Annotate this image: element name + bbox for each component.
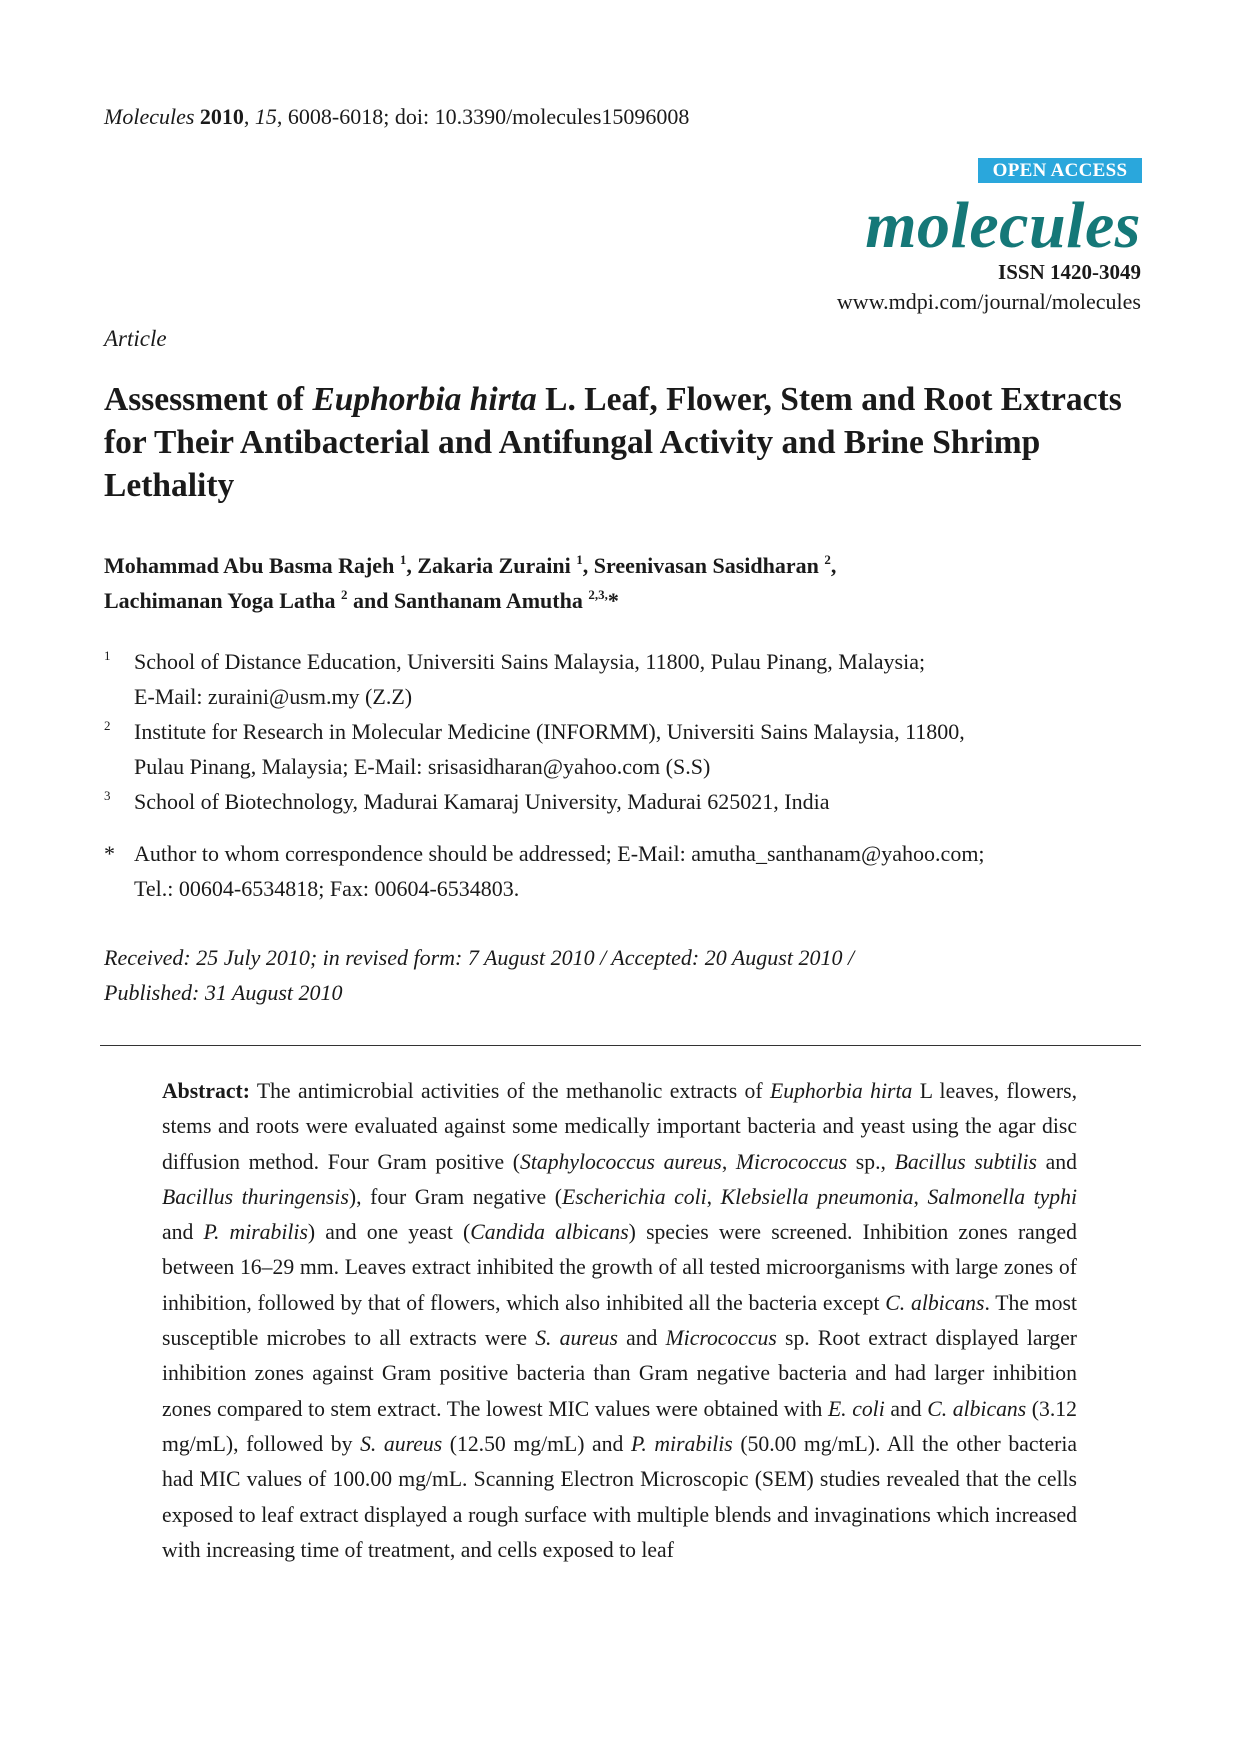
author: Lachimanan Yoga Latha $^2$ and bbox=[104, 587, 394, 613]
open-access-badge: OPEN ACCESS bbox=[978, 158, 1142, 183]
abstract-text: and bbox=[884, 1396, 928, 1421]
citation-rest: , 6008-6018; doi: 10.3390/molecules15096008 bbox=[276, 104, 690, 129]
abstract-text: , bbox=[721, 1149, 736, 1174]
affiliation-text: School of Biotechnology, Madurai Kamaraj University, Madurai 625021, India bbox=[134, 789, 830, 814]
abstract-text: . The most susceptible microbes to all extracts were bbox=[162, 1290, 1077, 1351]
author-list bbox=[104, 548, 1144, 618]
author: Zakaria Zuraini $^1$, bbox=[417, 552, 594, 578]
author: Santhanam Amutha $^{2,3,}$* bbox=[393, 587, 619, 613]
abstract-species: Bacillus thuringensis bbox=[162, 1184, 349, 1209]
abstract bbox=[162, 1074, 1077, 1568]
affiliation-email: Pulau Pinang, Malaysia; E-Mail: srisasidharan@yahoo.com (S.S) bbox=[134, 754, 711, 779]
journal-name: Molecules bbox=[104, 104, 195, 129]
affiliation-text: Institute for Research in Molecular Medicine (INFORMM), Universiti Sains Malaysia, 11800, bbox=[134, 719, 965, 744]
correspondence-line2: Tel.: 00604-6534818; Fax: 00604-6534803. bbox=[134, 876, 520, 901]
abstract-text: (12.50 mg/mL) and bbox=[442, 1431, 631, 1456]
correspondence-line1: Author to whom correspondence should be addressed; E-Mail: amutha_santhanam@yahoo.com; bbox=[134, 841, 985, 866]
abstract-text: and bbox=[617, 1326, 666, 1351]
issn: ISSN 1420-3049 bbox=[998, 260, 1141, 284]
affiliation-item bbox=[104, 644, 1144, 714]
affiliation-list bbox=[104, 644, 1144, 906]
abstract-species: P. mirabilis bbox=[630, 1431, 733, 1456]
abstract-species: C. albicans bbox=[927, 1396, 1027, 1421]
dates-line1: Received: 25 July 2010; in revised form: 7 August 2010 / Accepted: 20 August 2010 / bbox=[104, 945, 855, 970]
abstract-text: , bbox=[913, 1184, 928, 1209]
journal-url[interactable]: www.mdpi.com/journal/molecules bbox=[836, 289, 1141, 314]
correspondence-note bbox=[104, 836, 1144, 906]
abstract-species: Micrococcus bbox=[735, 1149, 848, 1174]
title-part2: L. Leaf, Flower, Stem and Root Extracts for Their Antibacterial and Antifungal Activity and Brine Shrimp Lethality bbox=[104, 381, 1122, 504]
abstract-species: Candida albicans bbox=[470, 1220, 629, 1245]
abstract-text: and bbox=[1037, 1149, 1077, 1174]
affiliation-item bbox=[104, 784, 1144, 819]
abstract-text: , bbox=[706, 1184, 721, 1209]
abstract-text: (3.12 mg/mL), followed by bbox=[162, 1396, 1077, 1456]
abstract-species: E. coli bbox=[827, 1396, 885, 1421]
abstract-species: C. albicans bbox=[885, 1290, 985, 1315]
article-type: Article bbox=[104, 326, 167, 351]
affiliation-text: School of Distance Education, Universiti Sains Malaysia, 11800, Pulau Pinang, Malaysia; bbox=[134, 649, 926, 674]
abstract-species: P. mirabilis bbox=[203, 1220, 308, 1245]
abstract-species: Klebsiella pneumonia bbox=[720, 1184, 914, 1209]
citation-volume: 15 bbox=[254, 104, 277, 129]
abstract-species: Escherichia coli bbox=[561, 1184, 707, 1209]
title-part1: Assessment of bbox=[104, 381, 313, 418]
affiliation-item bbox=[104, 714, 1144, 784]
abstract-species: Salmonella typhi bbox=[927, 1184, 1078, 1209]
abstract-species: S. aureus bbox=[360, 1431, 443, 1456]
title-species: Euphorbia hirta bbox=[312, 381, 537, 418]
abstract-text: sp., bbox=[847, 1149, 895, 1174]
affiliation-email: E-Mail: zuraini@usm.my (Z.Z) bbox=[134, 684, 413, 709]
abstract-body bbox=[162, 1079, 1077, 1562]
abstract-species: Staphylococcus aureus bbox=[520, 1149, 722, 1174]
section-divider bbox=[100, 1045, 1141, 1046]
abstract-text: (50.00 mg/mL). All the other bacteria had MIC values of 100.00 mg/mL. Scanning Electron Microscopic (SEM) studies revealed that the cells exposed to leaf extract displayed a rough surface with multiple blends and invaginations which increased with increasing time of treatment, and cells exposed to leaf bbox=[162, 1431, 1077, 1562]
abstract-species: Euphorbia hirta bbox=[770, 1079, 913, 1103]
paper-title bbox=[104, 378, 1149, 507]
abstract-species: Micrococcus bbox=[665, 1326, 777, 1351]
abstract-text: sp. Root extract displayed larger inhibition zones against Gram positive bacteria than Gram negative bacteria and had larger inhibition zones compared to stem extract. The lowest MIC values were obtained with bbox=[162, 1326, 1077, 1421]
abstract-text: L leaves, flowers, stems and roots were evaluated against some medically important bacteria and yeast using the agar disc diffusion method. Four Gram positive ( bbox=[162, 1079, 1077, 1174]
author: Mohammad Abu Basma Rajeh $^1$, bbox=[104, 552, 418, 578]
abstract-species: S. aureus bbox=[535, 1326, 618, 1351]
abstract-text: ) and one yeast ( bbox=[307, 1220, 471, 1245]
dates-line2: Published: 31 August 2010 bbox=[104, 980, 343, 1005]
affiliation-number: 1 bbox=[104, 648, 111, 663]
abstract-text: and bbox=[162, 1220, 204, 1245]
abstract-text: The antimicrobial activities of the methanolic extracts of bbox=[249, 1079, 770, 1103]
abstract-species: Bacillus subtilis bbox=[894, 1149, 1037, 1174]
citation-year: 2010 bbox=[199, 104, 244, 129]
affiliation-number: 2 bbox=[104, 718, 111, 733]
journal-logo: molecules bbox=[865, 189, 1141, 262]
abstract-text: ), four Gram negative ( bbox=[348, 1184, 562, 1209]
publication-dates bbox=[104, 940, 854, 1010]
affiliation-number: 3 bbox=[104, 788, 111, 803]
citation-line: Molecules 2010, 15, 6008-6018; doi: 10.3390/molecules15096008 bbox=[104, 104, 690, 129]
author: Sreenivasan Sasidharan $^2$, bbox=[593, 552, 837, 578]
abstract-text: ) species were screened. Inhibition zones ranged between 16–29 mm. Leaves extract inhibited the growth of all tested microorganisms with large zones of inhibition, followed by that of flowers, which also inhibited all the bacteria except bbox=[162, 1220, 1077, 1315]
abstract-label: Abstract: bbox=[162, 1079, 250, 1103]
correspondence-marker: * bbox=[104, 841, 115, 866]
